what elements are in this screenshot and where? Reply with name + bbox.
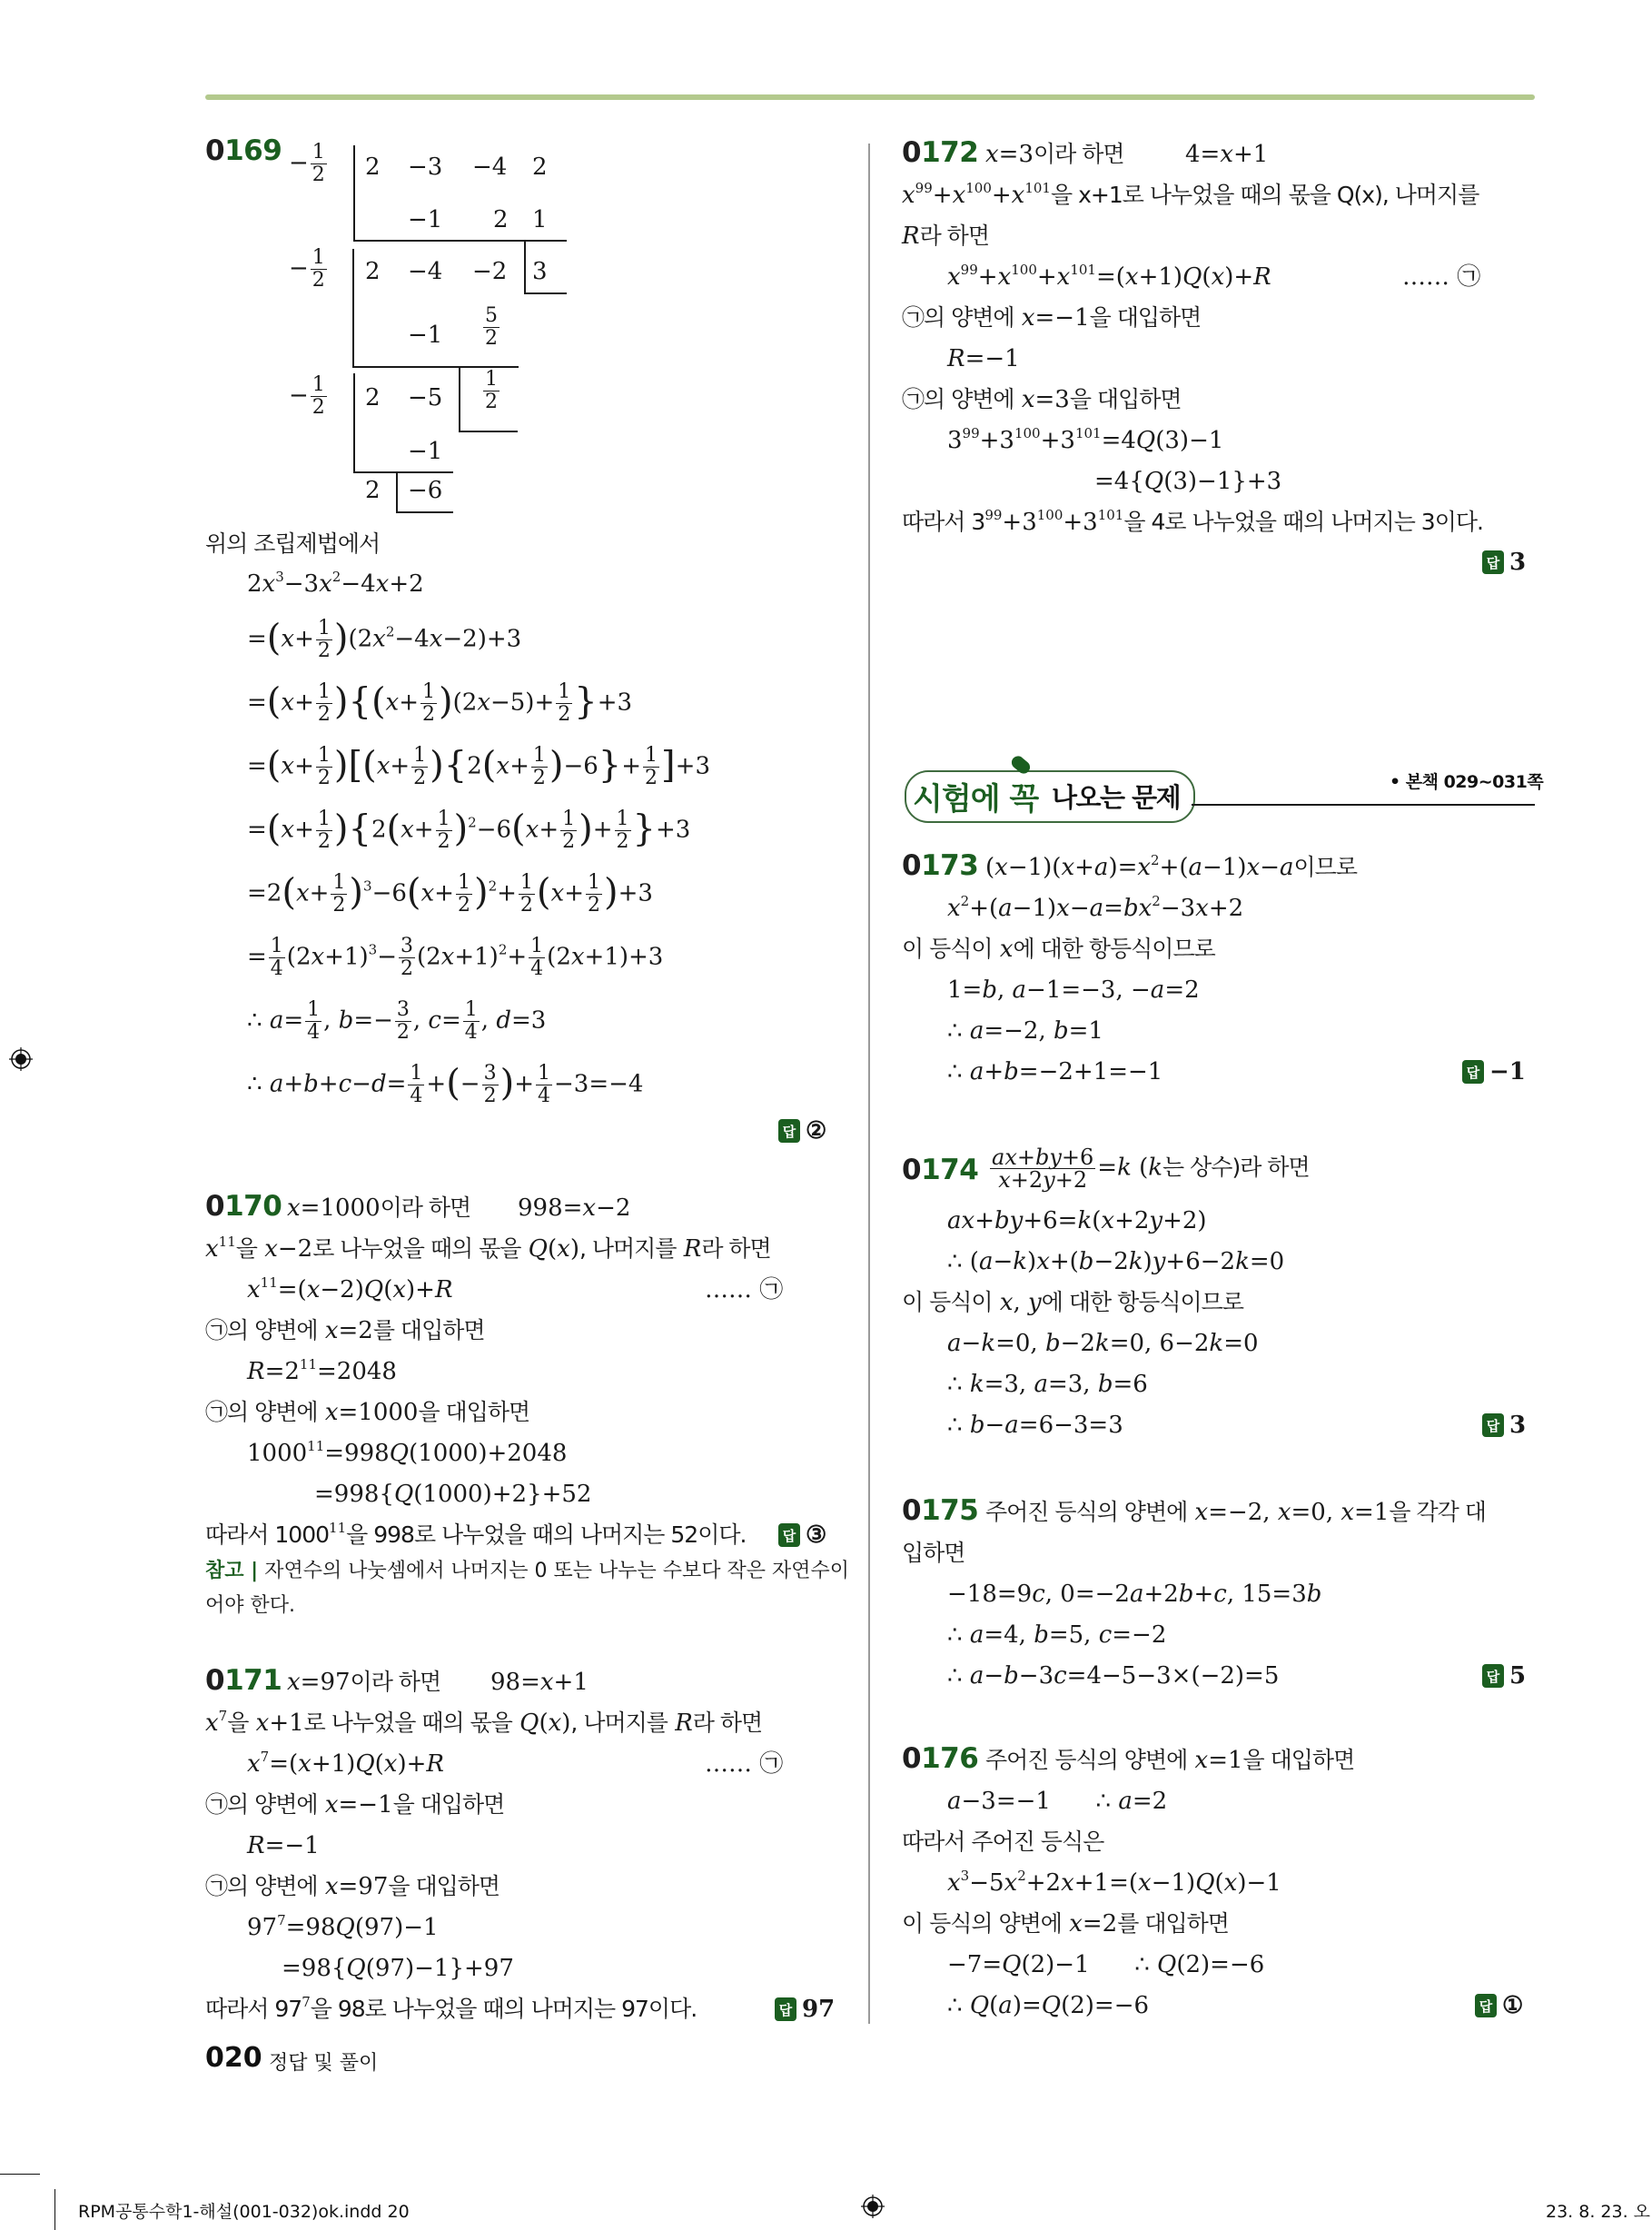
- problem-line: $(x-1)(x+a)=x^2+(a-1)x-a$이므로: [985, 852, 1357, 881]
- note-continued: 어야 한다.: [205, 1594, 295, 1617]
- problem-line: 4=x+1: [1185, 141, 1269, 168]
- problem-line: x=3이라 하면: [985, 141, 1124, 168]
- equation-line: ∴ k=3, a=3, b=6: [947, 1371, 1148, 1398]
- section-title-black: 나오는 문제: [1052, 782, 1181, 813]
- sd-remainder: 3: [532, 258, 548, 285]
- sd-cell: −4: [472, 154, 508, 181]
- equation-line: $R=2^{11}=2048$: [247, 1356, 397, 1385]
- page-number: 020: [205, 2042, 262, 2074]
- answer-badge-icon: 답: [1482, 1413, 1504, 1437]
- problem-line: 주어진 등식의 양변에 x=−2, x=0, x=1을 각각 대: [985, 1499, 1486, 1526]
- sd-cell: −3: [408, 154, 443, 181]
- sd-cell: 2: [365, 154, 381, 181]
- section-rule: [1192, 804, 1535, 806]
- sd-cell: 2: [365, 384, 381, 411]
- problem-number-0172: 0172: [902, 136, 979, 169]
- sd-cell: $\frac{5}{2}$: [485, 304, 498, 350]
- equation-line: −7=Q(2)−1 ∴ Q(2)=−6: [947, 1951, 1265, 1978]
- problem-line: 주어진 등식의 양변에 x=1을 대입하면: [985, 1747, 1355, 1774]
- intro-text: 위의 조립제법에서: [205, 530, 381, 557]
- equation-line: R=−1: [947, 345, 1020, 372]
- sd-cell: 2: [365, 477, 381, 504]
- sd-cell: −4: [408, 258, 443, 285]
- registration-mark-icon: [9, 1047, 33, 1071]
- problem-line: $\frac{ax+by+6}{x+2y+2}$ =k (k는 상수)라 하면: [992, 1145, 1310, 1193]
- sd-remainder: −6: [408, 477, 443, 504]
- problem-line: ㉠의 양변에 x=97을 대입하면: [205, 1873, 500, 1900]
- equation-line: ∴ Q(a)=Q(2)=−6: [947, 1992, 1150, 2019]
- equation-line: =(x+ $\frac{1}{2}$ )[(x+ $\frac{1}{2}$ ){2(x+ $\frac{1}{2}$ )−6}+ $\frac{1}{2}$ ]+3: [247, 744, 710, 789]
- section-title-green: 시험에 꼭: [913, 781, 1039, 818]
- answer-badge-icon: 답: [1462, 1060, 1484, 1084]
- equation-line: ∴ b−a=6−3=3: [947, 1412, 1123, 1439]
- equation-line: R=−1: [247, 1832, 320, 1859]
- answer-0172: 답 3: [1482, 549, 1526, 576]
- problem-number-0169: 0169: [205, 134, 282, 167]
- sd-cell: 2: [493, 206, 509, 233]
- problem-number-0171: 0171: [205, 1664, 282, 1697]
- column-divider: [868, 144, 870, 2024]
- equation-line: $x^2+(a-1)x-a=bx^2-3x+2$: [947, 893, 1244, 922]
- problem-number-0174: 0174: [902, 1154, 979, 1186]
- note: 참고 | 자연수의 나눗셈에서 나머지는 0 또는 나누는 수보다 작은 자연수이: [205, 1560, 849, 1582]
- registration-mark-icon: [861, 2195, 885, 2218]
- divisor: − $\frac{1}{2}$: [289, 246, 325, 292]
- equation-tag: …… ㉠: [1402, 263, 1481, 291]
- conclusion-line: 따라서 $3^{99}+3^{100}+3^{101}$을 4로 나누었을 때의 나머지는 3이다.: [902, 507, 1483, 536]
- equation-line: ∴ a+b+c−d= $\frac{1}{4}$ +(− $\frac{3}{2}$ )+ $\frac{1}{4}$ −3=−4: [247, 1062, 644, 1107]
- problem-line: ㉠의 양변에 x=2를 대입하면: [205, 1317, 485, 1344]
- equation-line: $x^7=(x+1)Q(x)+R$: [247, 1749, 444, 1778]
- equation-line: $x^{11}=(x-2)Q(x)+R$: [247, 1274, 453, 1303]
- problem-number-0170: 0170: [205, 1190, 282, 1223]
- answer-0170: 답 ③: [778, 1521, 826, 1549]
- problem-number-0175: 0175: [902, 1494, 979, 1527]
- answer-badge-icon: 답: [1482, 1664, 1504, 1688]
- equation-line: ∴ a−b−3c=4−5−3×(−2)=5: [947, 1662, 1280, 1690]
- problem-line: ㉠의 양변에 x=−1을 대입하면: [205, 1791, 505, 1819]
- sd-remainder: $\frac{1}{2}$: [485, 368, 498, 413]
- answer-badge-icon: 답: [778, 1119, 800, 1143]
- sd-cell: 2: [532, 154, 548, 181]
- equation-line: =98{Q(97)−1}+97: [282, 1955, 514, 1982]
- equation-line: −18=9c, 0=−2a+2b+c, 15=3b: [947, 1581, 1322, 1608]
- sd-cell: 2: [365, 258, 381, 285]
- problem-number-0176: 0176: [902, 1742, 979, 1775]
- answer-0176: 답 ①: [1475, 1992, 1523, 2019]
- problem-line: ㉠의 양변에 x=3을 대입하면: [902, 386, 1182, 413]
- answer-0169: 답 ②: [778, 1117, 826, 1145]
- equation-line: = $\frac{1}{4}$ $(2x+1)^3-$ $\frac{3}{2}$ $(2x+1)^2+$ $\frac{1}{4}$ (2x+1)+3: [247, 935, 664, 980]
- equation-line: ∴ (a−k)x+(b−2k)y+6−2k=0: [947, 1248, 1285, 1275]
- problem-line: 998=x−2: [518, 1194, 631, 1222]
- problem-line: 98=x+1: [490, 1669, 589, 1696]
- sd-cell: 1: [532, 206, 548, 233]
- problem-line: 이 등식이 x에 대한 항등식이므로: [902, 936, 1215, 963]
- divisor: − $\frac{1}{2}$: [289, 141, 325, 186]
- equation-line: =(x+ $\frac{1}{2}$ )$(2x^2-4x-2)+3$: [247, 617, 522, 662]
- equation-tag: …… ㉠: [705, 1276, 784, 1303]
- problem-line: ㉠의 양변에 x=1000을 대입하면: [205, 1399, 530, 1426]
- equation-line: =(x+ $\frac{1}{2}$ ){(x+ $\frac{1}{2}$ )(2x−5)+ $\frac{1}{2}$ }+3: [247, 680, 633, 726]
- conclusion-line: 따라서 1000$^{11}$을 998로 나누었을 때의 나머지는 52이다.: [205, 1520, 747, 1548]
- problem-line: $x^{11}$을 x−2로 나누었을 때의 몫을 Q(x), 나머지를 R라 하면: [205, 1234, 771, 1263]
- answer-0175: 답 5: [1482, 1662, 1526, 1690]
- answer-badge-icon: 답: [775, 1997, 796, 2021]
- equation-line: $x^{99}+x^{100}+x^{101}=(x+1)Q(x)+R$: [947, 262, 1271, 291]
- answer-badge-icon: 답: [1482, 550, 1504, 574]
- answer-0174: 답 3: [1482, 1412, 1526, 1439]
- equation-line: 1=b, a−1=−3, −a=2: [947, 976, 1200, 1004]
- problem-line: ㉠의 양변에 x=−1을 대입하면: [902, 304, 1202, 332]
- answer-0173: 답 −1: [1462, 1058, 1526, 1085]
- problem-line: x=97이라 하면: [287, 1669, 441, 1696]
- sd-cell: −2: [472, 258, 508, 285]
- problem-line: $x^{99}+x^{100}+x^{101}$을 x+1로 나누었을 때의 몫을 Q(x), 나머지를: [902, 180, 1479, 209]
- problem-number-0173: 0173: [902, 849, 979, 882]
- equation-line: $97^7=98Q(97)-1$: [247, 1912, 439, 1941]
- equation-line: =998{Q(1000)+2}+52: [314, 1481, 592, 1508]
- crop-mark: [54, 2189, 55, 2230]
- equation-line: ∴ a=4, b=5, c=−2: [947, 1621, 1167, 1649]
- sd-cell: −5: [408, 384, 443, 411]
- equation-line: =2(x+ $\frac{1}{2}$ )$^3$−6(x+ $\frac{1}{2}$ )$^2$+ $\frac{1}{2}$ (x+ $\frac{1}{2}$ )+3: [247, 871, 653, 917]
- equation-line: $2x^3-3x^2-4x+2$: [247, 569, 424, 598]
- top-rule: [205, 94, 1535, 100]
- equation-line: a−3=−1 ∴ a=2: [947, 1788, 1168, 1815]
- equation-line: $1000^{11}=998Q(1000)+2048$: [247, 1438, 568, 1467]
- problem-line: 이 등식이 x, y에 대한 항등식이므로: [902, 1289, 1243, 1316]
- equation-line: a−k=0, b−2k=0, 6−2k=0: [947, 1330, 1259, 1357]
- problem-line: R라 하면: [902, 223, 989, 250]
- answer-0171: 답 97: [775, 1996, 835, 2023]
- equation-line: ∴ a= $\frac{1}{4}$ , b=− $\frac{3}{2}$ , c= $\frac{1}{4}$ , d=3: [247, 998, 547, 1044]
- sd-cell: −1: [408, 322, 443, 349]
- equation-line: $x^3-5x^2+2x+1=(x-1)Q(x)-1$: [947, 1868, 1281, 1897]
- equation-line: ax+by+6=k(x+2y+2): [947, 1207, 1207, 1234]
- conclusion-line: 따라서 $97^7$을 98로 나누었을 때의 나머지는 97이다.: [205, 1994, 697, 2022]
- answer-badge-icon: 답: [1475, 1994, 1497, 2017]
- crop-mark: [0, 2174, 40, 2175]
- section-label: 정답 및 풀이: [269, 2052, 379, 2075]
- sd-cell: −1: [408, 438, 443, 465]
- problem-line: 이 등식의 양변에 x=2를 대입하면: [902, 1910, 1229, 1938]
- book-page-reference: • 본책 029∼031쪽: [1390, 772, 1544, 792]
- answer-badge-icon: 답: [778, 1523, 800, 1547]
- equation-line: =4{Q(3)−1}+3: [1094, 468, 1282, 495]
- problem-line: 따라서 주어진 등식은: [902, 1829, 1104, 1855]
- equation-line: $3^{99}+3^{100}+3^{101}=4Q(3)-1$: [947, 425, 1224, 454]
- slug-date: 23. 8. 23. 오: [1546, 2202, 1651, 2222]
- problem-line: 입하면: [902, 1540, 965, 1566]
- sd-cell: −1: [408, 206, 443, 233]
- problem-line: $x^7$을 x+1로 나누었을 때의 몫을 Q(x), 나머지를 R라 하면: [205, 1708, 763, 1737]
- divisor: − $\frac{1}{2}$: [289, 373, 325, 419]
- equation-line: =(x+ $\frac{1}{2}$ ){2(x+ $\frac{1}{2}$ )$^2$−6(x+ $\frac{1}{2}$ )+ $\frac{1}{2}$ }+3: [247, 808, 691, 853]
- slug-filename: RPM공통수학1-해설(001-032)ok.indd 20: [78, 2202, 410, 2222]
- equation-tag: …… ㉠: [705, 1750, 784, 1778]
- equation-line: ∴ a=−2, b=1: [947, 1017, 1103, 1045]
- equation-line: ∴ a+b=−2+1=−1: [947, 1058, 1163, 1085]
- problem-line: x=1000이라 하면: [287, 1194, 471, 1222]
